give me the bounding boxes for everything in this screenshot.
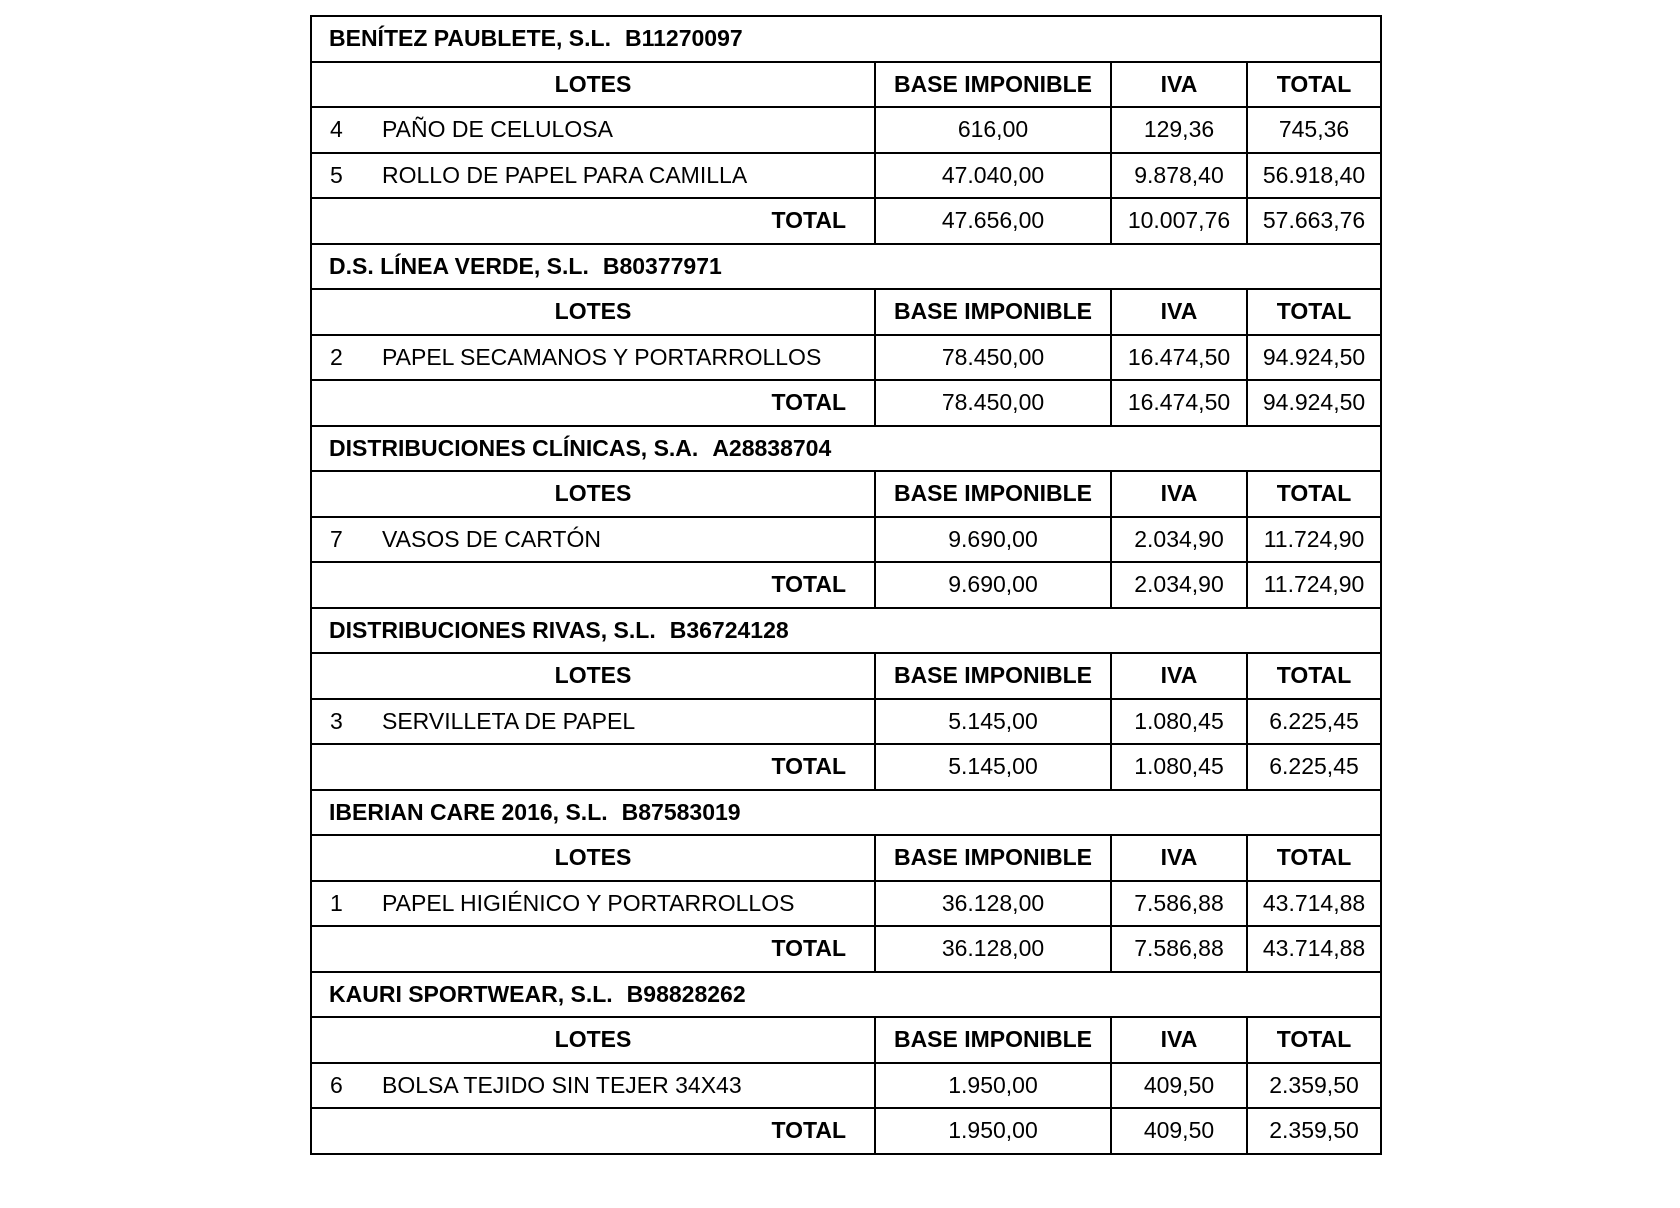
lot-row xyxy=(311,881,1381,927)
header-lotes: LOTES xyxy=(311,835,875,881)
lot-total: 11.724,90 xyxy=(1247,517,1381,563)
column-header-row xyxy=(311,1017,1381,1063)
company-row xyxy=(311,608,1381,654)
column-header-row xyxy=(311,653,1381,699)
total-row xyxy=(311,562,1381,608)
lot-total: 43.714,88 xyxy=(1247,881,1381,927)
header-total: TOTAL xyxy=(1247,1017,1381,1063)
total-row xyxy=(311,926,1381,972)
lot-description: PAÑO DE CELULOSA xyxy=(382,116,613,143)
lot-cell xyxy=(311,153,875,199)
lot-cell xyxy=(311,881,875,927)
lot-cell xyxy=(311,1063,875,1109)
sum-base: 36.128,00 xyxy=(875,926,1111,972)
sum-total: 43.714,88 xyxy=(1247,926,1381,972)
company-cif: B11270097 xyxy=(624,25,743,52)
sum-total: 11.724,90 xyxy=(1247,562,1381,608)
header-iva: IVA xyxy=(1111,62,1247,108)
lot-cell xyxy=(311,335,875,381)
award-table xyxy=(310,15,1382,1155)
header-total: TOTAL xyxy=(1247,835,1381,881)
header-iva: IVA xyxy=(1111,289,1247,335)
lot-number: 5 xyxy=(330,161,343,188)
header-total: TOTAL xyxy=(1247,62,1381,108)
lot-number: 2 xyxy=(330,343,343,370)
company-cif: B87583019 xyxy=(621,798,741,825)
lot-base: 1.950,00 xyxy=(875,1063,1111,1109)
lot-iva: 9.878,40 xyxy=(1111,153,1247,199)
company-cif: B80377971 xyxy=(602,252,722,279)
lot-number: 1 xyxy=(330,889,343,916)
total-label: TOTAL xyxy=(311,198,875,244)
company-row xyxy=(311,16,1381,62)
total-row xyxy=(311,380,1381,426)
sum-base: 1.950,00 xyxy=(875,1108,1111,1154)
header-iva: IVA xyxy=(1111,835,1247,881)
company-cif: A28838704 xyxy=(712,434,832,461)
company-name: KAURI SPORTWEAR, S.L. xyxy=(329,980,613,1007)
lot-iva: 16.474,50 xyxy=(1111,335,1247,381)
total-row xyxy=(311,1108,1381,1154)
lot-row xyxy=(311,107,1381,153)
sum-total: 6.225,45 xyxy=(1247,744,1381,790)
total-row xyxy=(311,198,1381,244)
lot-base: 5.145,00 xyxy=(875,699,1111,745)
lot-number: 4 xyxy=(330,116,343,143)
total-label: TOTAL xyxy=(311,744,875,790)
company-row xyxy=(311,972,1381,1018)
lot-iva: 129,36 xyxy=(1111,107,1247,153)
total-row xyxy=(311,744,1381,790)
company-cell xyxy=(311,16,1381,62)
total-label: TOTAL xyxy=(311,1108,875,1154)
lot-iva: 1.080,45 xyxy=(1111,699,1247,745)
header-lotes: LOTES xyxy=(311,289,875,335)
award-table-body xyxy=(311,16,1381,1154)
lot-description: VASOS DE CARTÓN xyxy=(382,525,601,552)
lot-base: 47.040,00 xyxy=(875,153,1111,199)
company-cell xyxy=(311,608,1381,654)
lot-cell xyxy=(311,517,875,563)
sum-base: 9.690,00 xyxy=(875,562,1111,608)
lot-number: 7 xyxy=(330,525,343,552)
sum-total: 57.663,76 xyxy=(1247,198,1381,244)
header-base-imponible: BASE IMPONIBLE xyxy=(875,471,1111,517)
total-label: TOTAL xyxy=(311,380,875,426)
company-row xyxy=(311,244,1381,290)
lot-iva: 2.034,90 xyxy=(1111,517,1247,563)
lot-row xyxy=(311,517,1381,563)
lot-cell xyxy=(311,107,875,153)
header-lotes: LOTES xyxy=(311,653,875,699)
sum-iva: 16.474,50 xyxy=(1111,380,1247,426)
company-name: IBERIAN CARE 2016, S.L. xyxy=(329,798,608,825)
sum-iva: 2.034,90 xyxy=(1111,562,1247,608)
column-header-row xyxy=(311,62,1381,108)
company-name: DISTRIBUCIONES CLÍNICAS, S.A. xyxy=(329,434,699,461)
header-total: TOTAL xyxy=(1247,471,1381,517)
lot-cell xyxy=(311,699,875,745)
header-iva: IVA xyxy=(1111,653,1247,699)
header-iva: IVA xyxy=(1111,1017,1247,1063)
sum-iva: 1.080,45 xyxy=(1111,744,1247,790)
lot-number: 6 xyxy=(330,1071,343,1098)
company-cell xyxy=(311,426,1381,472)
sum-iva: 10.007,76 xyxy=(1111,198,1247,244)
lot-total: 2.359,50 xyxy=(1247,1063,1381,1109)
sum-total: 94.924,50 xyxy=(1247,380,1381,426)
header-base-imponible: BASE IMPONIBLE xyxy=(875,835,1111,881)
company-cell xyxy=(311,244,1381,290)
company-name: BENÍTEZ PAUBLETE, S.L. xyxy=(329,25,611,52)
company-row xyxy=(311,426,1381,472)
header-total: TOTAL xyxy=(1247,653,1381,699)
lot-base: 9.690,00 xyxy=(875,517,1111,563)
company-row xyxy=(311,790,1381,836)
sum-base: 5.145,00 xyxy=(875,744,1111,790)
lot-iva: 409,50 xyxy=(1111,1063,1247,1109)
lot-base: 78.450,00 xyxy=(875,335,1111,381)
lot-description: PAPEL HIGIÉNICO Y PORTARROLLOS xyxy=(382,889,795,916)
header-base-imponible: BASE IMPONIBLE xyxy=(875,1017,1111,1063)
total-label: TOTAL xyxy=(311,562,875,608)
lot-description: SERVILLETA DE PAPEL xyxy=(382,707,636,734)
lot-row xyxy=(311,335,1381,381)
lot-description: BOLSA TEJIDO SIN TEJER 34X43 xyxy=(382,1071,742,1098)
sum-iva: 7.586,88 xyxy=(1111,926,1247,972)
company-cell xyxy=(311,972,1381,1018)
lot-total: 56.918,40 xyxy=(1247,153,1381,199)
lot-row xyxy=(311,699,1381,745)
header-lotes: LOTES xyxy=(311,471,875,517)
lot-total: 6.225,45 xyxy=(1247,699,1381,745)
lot-base: 616,00 xyxy=(875,107,1111,153)
header-base-imponible: BASE IMPONIBLE xyxy=(875,62,1111,108)
lot-description: ROLLO DE PAPEL PARA CAMILLA xyxy=(382,161,748,188)
company-name: D.S. LÍNEA VERDE, S.L. xyxy=(329,252,589,279)
lot-description: PAPEL SECAMANOS Y PORTARROLLOS xyxy=(382,343,822,370)
sum-base: 47.656,00 xyxy=(875,198,1111,244)
company-cif: B98828262 xyxy=(626,980,746,1007)
lot-row xyxy=(311,153,1381,199)
lot-number: 3 xyxy=(330,707,343,734)
lot-base: 36.128,00 xyxy=(875,881,1111,927)
header-total: TOTAL xyxy=(1247,289,1381,335)
company-name: DISTRIBUCIONES RIVAS, S.L. xyxy=(329,616,656,643)
header-base-imponible: BASE IMPONIBLE xyxy=(875,289,1111,335)
sum-iva: 409,50 xyxy=(1111,1108,1247,1154)
column-header-row xyxy=(311,471,1381,517)
company-cell xyxy=(311,790,1381,836)
column-header-row xyxy=(311,835,1381,881)
column-header-row xyxy=(311,289,1381,335)
header-lotes: LOTES xyxy=(311,1017,875,1063)
sum-total: 2.359,50 xyxy=(1247,1108,1381,1154)
lot-row xyxy=(311,1063,1381,1109)
header-base-imponible: BASE IMPONIBLE xyxy=(875,653,1111,699)
header-iva: IVA xyxy=(1111,471,1247,517)
company-cif: B36724128 xyxy=(669,616,789,643)
total-label: TOTAL xyxy=(311,926,875,972)
lot-iva: 7.586,88 xyxy=(1111,881,1247,927)
header-lotes: LOTES xyxy=(311,62,875,108)
lot-total: 94.924,50 xyxy=(1247,335,1381,381)
sum-base: 78.450,00 xyxy=(875,380,1111,426)
lot-total: 745,36 xyxy=(1247,107,1381,153)
